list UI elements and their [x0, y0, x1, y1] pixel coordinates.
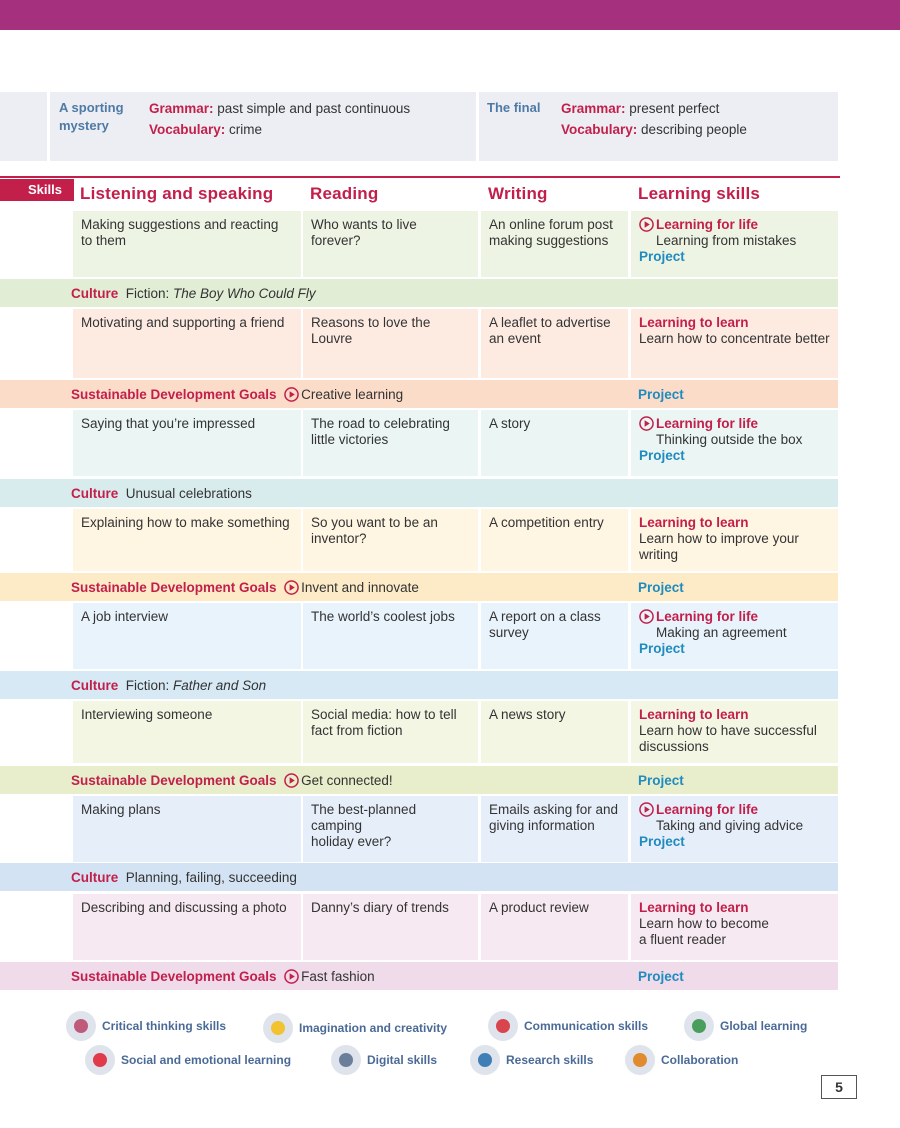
video-play-icon[interactable]: [284, 580, 299, 595]
unit-grammar-vocab: Grammar: past simple and past continuous Vocabulary: crime: [149, 101, 411, 137]
column-header-reading: Reading: [310, 184, 379, 203]
reading-cell: Reasons to love the Louvre: [303, 309, 478, 378]
listening-speaking-cell: Explaining how to make something: [73, 509, 301, 571]
learning-skills-cell: Learning for life Learning from mistakes Project: [631, 211, 838, 277]
learning-skills-cell: Learning for life Taking and giving advice Project: [631, 796, 838, 862]
unit-title: The final: [487, 100, 541, 115]
project-link[interactable]: Project: [639, 448, 685, 463]
writing-cell: A product review: [481, 894, 628, 960]
learning-skills-cell: Learning to learn Learn how to concentrate better: [631, 309, 838, 378]
listening-speaking-cell: Making suggestions and reacting to them: [73, 211, 301, 277]
culture-row: Culture Planning, failing, succeeding: [0, 863, 838, 891]
legend-item: Social and emotional learning: [85, 1044, 291, 1076]
listening-speaking-cell: Saying that you’re impressed: [73, 410, 301, 476]
reading-cell: The road to celebrating little victories: [303, 410, 478, 476]
column-header-learning-skills: Learning skills: [638, 184, 761, 203]
collaboration-icon: [625, 1045, 655, 1075]
project-link[interactable]: Project: [639, 641, 685, 656]
learning-skills-cell: Learning for life Making an agreement Project: [631, 603, 838, 669]
unit-divider: [47, 92, 50, 161]
legend-item: Digital skills: [331, 1044, 437, 1076]
culture-row: Culture Fiction: The Boy Who Could Fly: [0, 279, 838, 307]
writing-cell: A competition entry: [481, 509, 628, 571]
tablet-icon: [331, 1045, 361, 1075]
writing-cell: An online forum post making suggestions: [481, 211, 628, 277]
video-play-icon[interactable]: [284, 773, 299, 788]
listening-speaking-cell: Making plans: [73, 796, 301, 862]
project-link[interactable]: Project: [639, 249, 685, 264]
lesson-row: [0, 796, 838, 862]
lesson-row: [0, 211, 838, 277]
lesson-row: [0, 309, 838, 378]
legend-item: Communication skills: [488, 1010, 648, 1042]
brain-gears-icon: [66, 1011, 96, 1041]
sdg-row: Sustainable Development Goals Creative learning Project: [0, 380, 838, 408]
learning-skills-cell: Learning to learn Learn how to improve your writing: [631, 509, 838, 571]
video-play-icon[interactable]: [284, 969, 299, 984]
culture-row: Culture Unusual celebrations: [0, 479, 838, 507]
lightbulb-icon: [263, 1013, 293, 1043]
project-link[interactable]: Project: [638, 387, 684, 402]
column-header-writing: Writing: [488, 184, 548, 203]
lesson-row: [0, 701, 838, 763]
reading-cell: Social media: how to tell fact from fiction: [303, 701, 478, 763]
lesson-row: [0, 410, 838, 476]
globe-icon: [684, 1011, 714, 1041]
writing-cell: Emails asking for and giving information: [481, 796, 628, 862]
video-play-icon[interactable]: [639, 217, 654, 232]
listening-speaking-cell: Motivating and supporting a friend: [73, 309, 301, 378]
video-play-icon[interactable]: [639, 802, 654, 817]
monitor-search-icon: [470, 1045, 500, 1075]
reading-cell: Who wants to live forever?: [303, 211, 478, 277]
skills-tab: Skills: [0, 179, 74, 201]
top-color-bar: [0, 0, 900, 30]
legend-item: Global learning: [684, 1010, 807, 1042]
sdg-row: Sustainable Development Goals Get connected! Project: [0, 766, 838, 794]
learning-skills-cell: Learning to learn Learn how to have successful discussions: [631, 701, 838, 763]
video-play-icon[interactable]: [284, 387, 299, 402]
heart-icon: [85, 1045, 115, 1075]
writing-cell: A report on a class survey: [481, 603, 628, 669]
reading-cell: So you want to be an inventor?: [303, 509, 478, 571]
page-number: 5: [821, 1075, 857, 1099]
skills-header-rule: [0, 176, 840, 178]
project-link[interactable]: Project: [638, 969, 684, 984]
legend-item: Critical thinking skills: [66, 1010, 226, 1042]
listening-speaking-cell: Describing and discussing a photo: [73, 894, 301, 960]
unit-grammar-vocab: Grammar: present perfect Vocabulary: describing people: [561, 101, 747, 137]
speech-bubbles-icon: [488, 1011, 518, 1041]
lesson-row: [0, 894, 838, 960]
legend-item: Collaboration: [625, 1044, 738, 1076]
reading-cell: The best-planned camping holiday ever?: [303, 796, 478, 862]
writing-cell: A news story: [481, 701, 628, 763]
video-play-icon[interactable]: [639, 609, 654, 624]
project-link[interactable]: Project: [638, 580, 684, 595]
learning-skills-cell: Learning to learn Learn how to become a fluent reader: [631, 894, 838, 960]
learning-skills-cell: Learning for life Thinking outside the box Project: [631, 410, 838, 476]
video-play-icon[interactable]: [639, 416, 654, 431]
reading-cell: The world’s coolest jobs: [303, 603, 478, 669]
listening-speaking-cell: Interviewing someone: [73, 701, 301, 763]
column-header-listening: Listening and speaking: [80, 184, 274, 203]
legend-item: Research skills: [470, 1044, 593, 1076]
unit-title: A sporting mystery: [59, 100, 124, 133]
legend-item: Imagination and creativity: [263, 1012, 447, 1044]
listening-speaking-cell: A job interview: [73, 603, 301, 669]
unit-divider: [476, 92, 479, 161]
reading-cell: Danny’s diary of trends: [303, 894, 478, 960]
sdg-row: Sustainable Development Goals Fast fashion Project: [0, 962, 838, 990]
project-link[interactable]: Project: [639, 834, 685, 849]
writing-cell: A leaflet to advertise an event: [481, 309, 628, 378]
sdg-row: Sustainable Development Goals Invent and innovate Project: [0, 573, 838, 601]
culture-row: Culture Fiction: Father and Son: [0, 671, 838, 699]
project-link[interactable]: Project: [638, 773, 684, 788]
writing-cell: A story: [481, 410, 628, 476]
lesson-row: [0, 603, 838, 669]
lesson-row: [0, 509, 838, 571]
